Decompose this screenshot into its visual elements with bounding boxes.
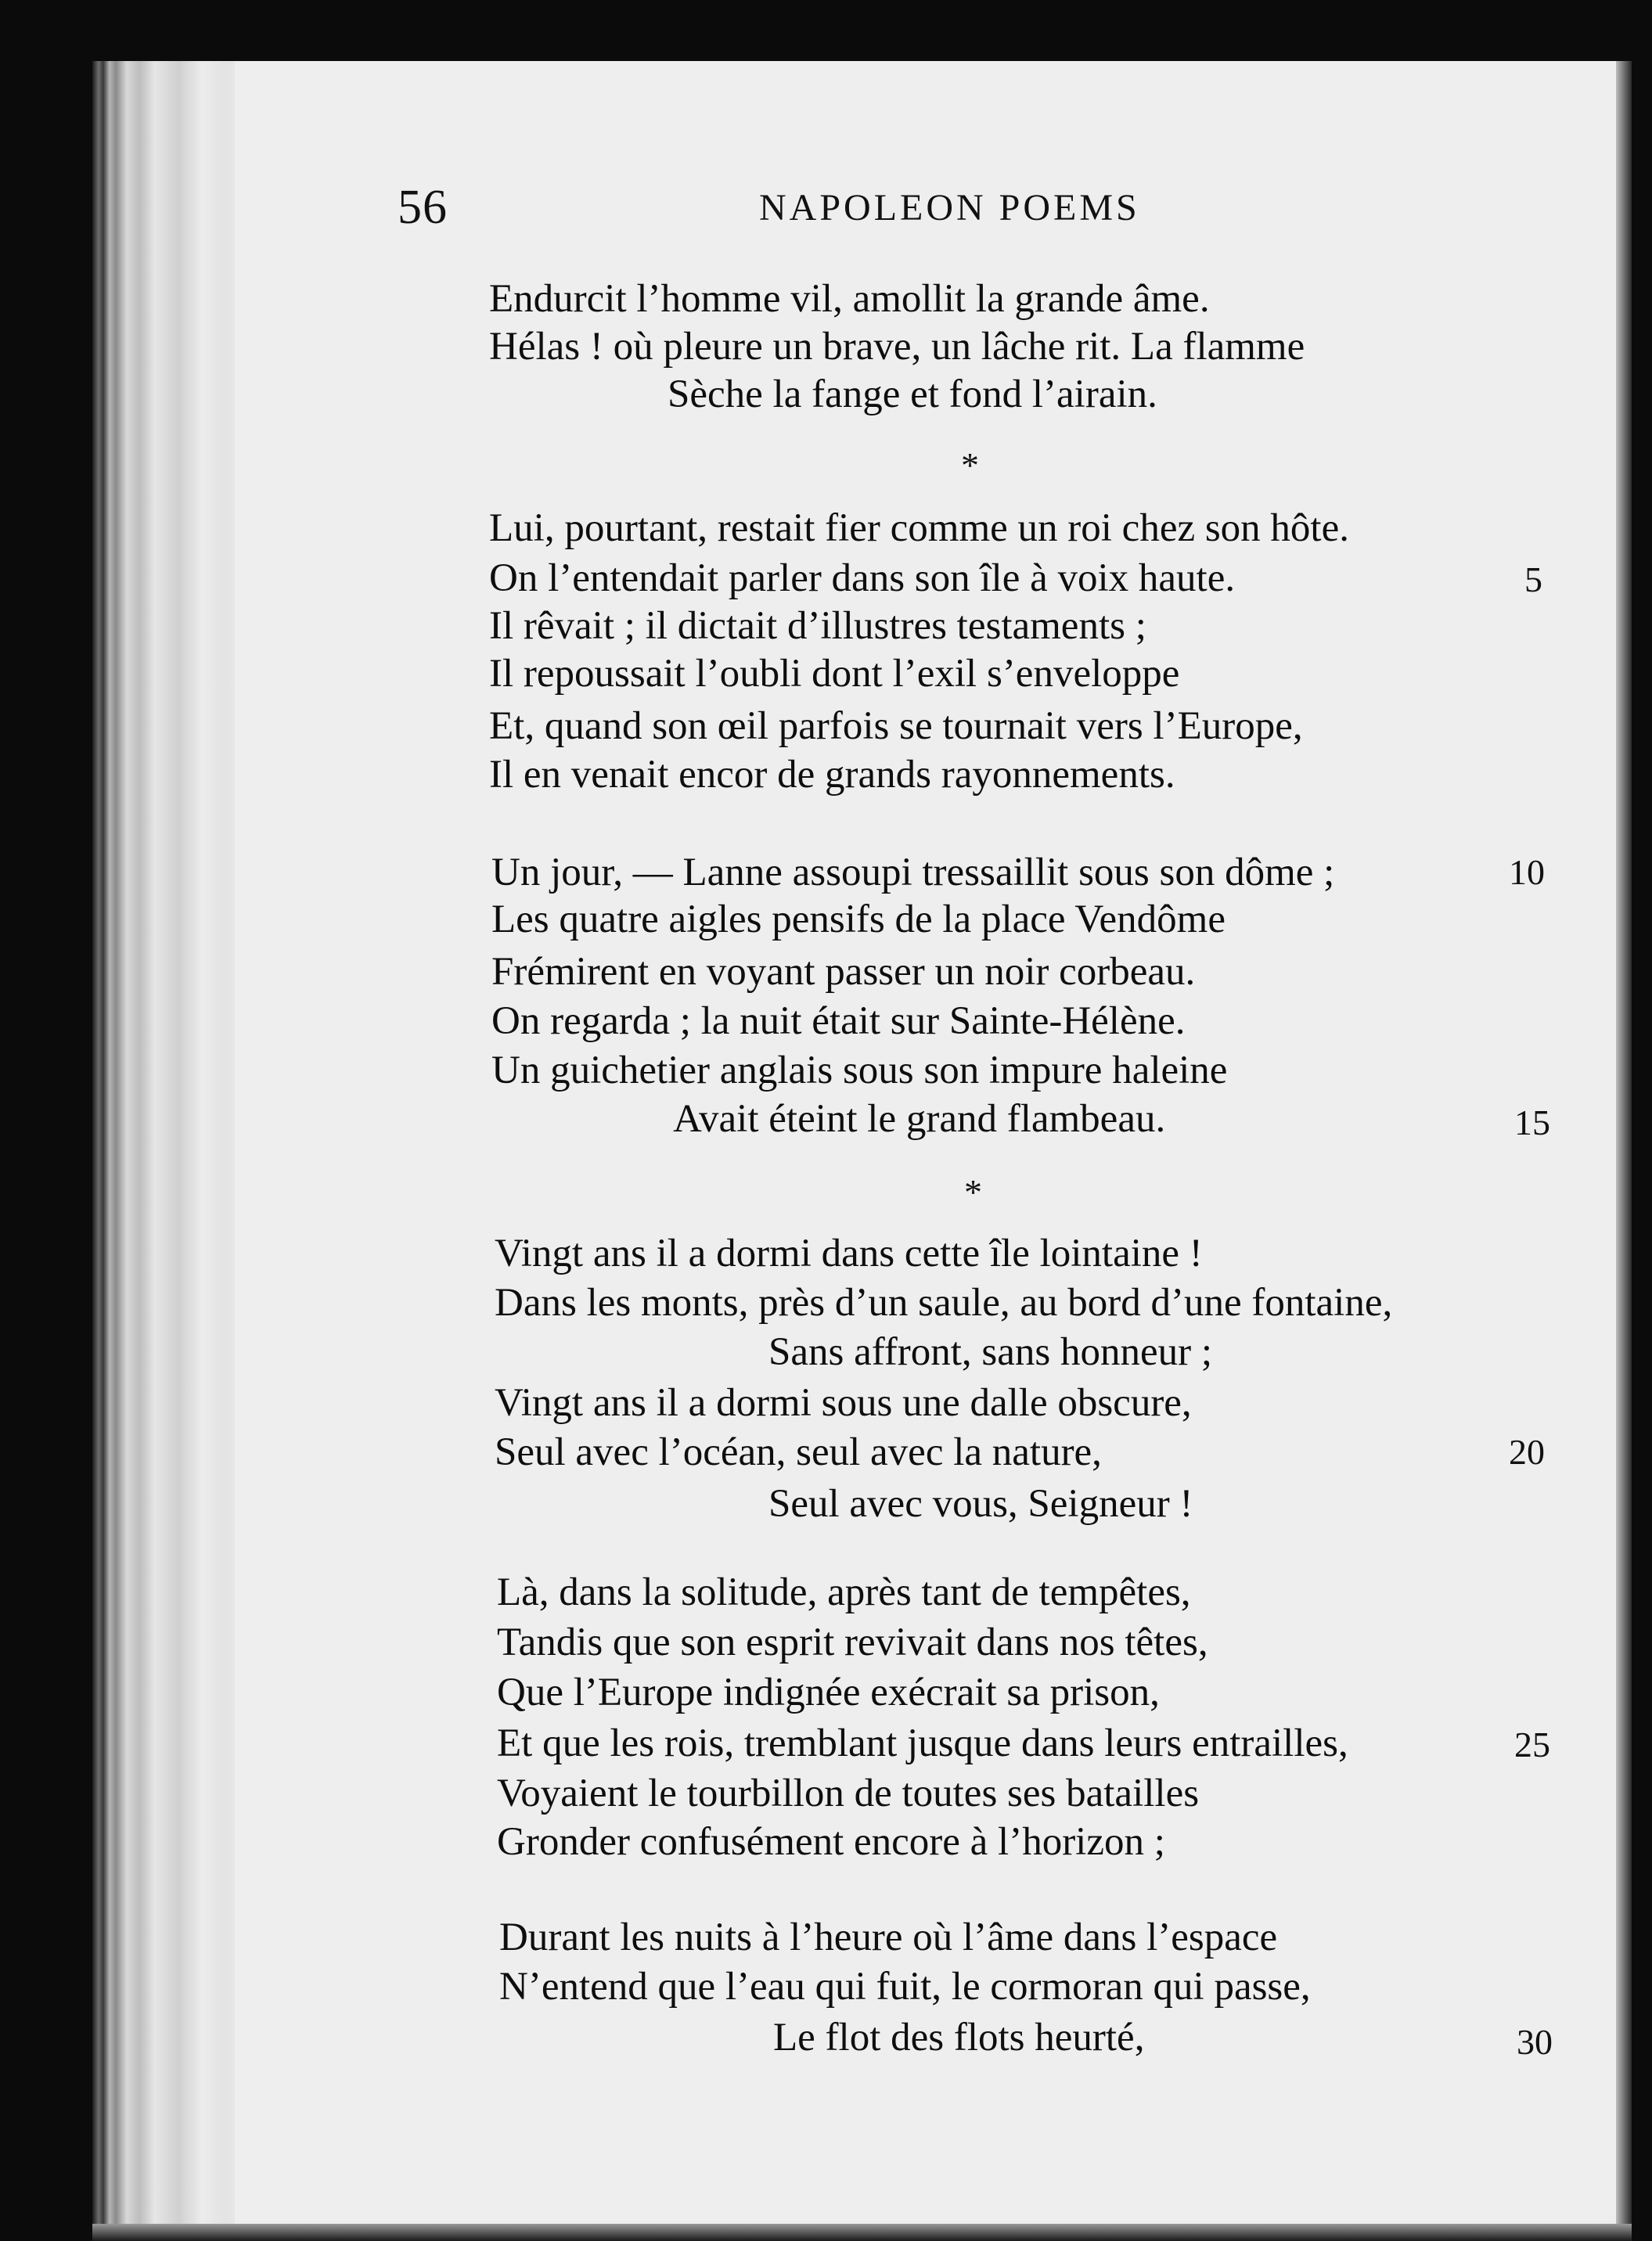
verse-line: Les quatre aigles pensifs de la place Vendôme — [491, 897, 1226, 941]
verse-line: Et que les rois, tremblant jusque dans leurs entrailles, — [497, 1721, 1348, 1765]
verse-line: Un guichetier anglais sous son impure haleine — [491, 1049, 1228, 1092]
line-number: 15 — [1514, 1103, 1550, 1142]
verse-line: Seul avec l’océan, seul avec la nature, — [495, 1430, 1102, 1474]
verse-line: Et, quand son œil parfois se tournait vers l’Europe, — [489, 704, 1303, 748]
line-number: 10 — [1509, 852, 1545, 892]
verse-line: Vingt ans il a dormi sous une dalle obscure, — [495, 1381, 1192, 1425]
verse-line: Là, dans la solitude, après tant de tempêtes, — [497, 1570, 1191, 1614]
verse-line: Avait éteint le grand flambeau. — [673, 1097, 1166, 1141]
section-separator: * — [961, 445, 979, 485]
verse-line: Sèche la fange et fond l’airain. — [668, 372, 1157, 416]
line-number: 30 — [1517, 2022, 1553, 2062]
verse-line: Durant les nuits à l’heure où l’âme dans l’espace — [499, 1915, 1278, 1959]
running-title: NAPOLEON POEMS — [759, 187, 1140, 228]
section-separator: * — [964, 1172, 982, 1212]
page-number: 56 — [398, 181, 448, 234]
line-number: 25 — [1514, 1725, 1550, 1764]
verse-line: Il repoussait l’oubli dont l’exil s’enveloppe — [489, 652, 1180, 696]
verse-line: Hélas ! où pleure un brave, un lâche rit. La flamme — [489, 325, 1305, 369]
line-number: 5 — [1524, 559, 1542, 599]
verse-line: Un jour, — Lanne assoupi tressaillit sous son dôme ; — [491, 851, 1335, 894]
verse-line: Voyaient le tourbillon de toutes ses batailles — [497, 1772, 1200, 1815]
verse-line: Il en venait encor de grands rayonnements. — [489, 753, 1175, 797]
verse-line: Seul avec vous, Seigneur ! — [768, 1482, 1193, 1526]
verse-line: Que l’Europe indignée exécrait sa prison, — [497, 1671, 1160, 1714]
verse-line: Le flot des flots heurté, — [773, 2016, 1145, 2059]
verse-line: Lui, pourtant, restait fier comme un roi chez son hôte. — [489, 506, 1349, 550]
verse-line: Gronder confusément encore à l’horizon ; — [497, 1820, 1165, 1864]
verse-line: Vingt ans il a dormi dans cette île lointaine ! — [495, 1232, 1203, 1275]
verse-line: Endurcit l’homme vil, amollit la grande âme. — [489, 277, 1210, 321]
verse-line: Sans affront, sans honneur ; — [768, 1330, 1213, 1374]
verse-line: Frémirent en voyant passer un noir corbeau. — [491, 950, 1196, 994]
verse-line: Il rêvait ; il dictait d’illustres testaments ; — [489, 604, 1146, 648]
verse-line: N’entend que l’eau qui fuit, le cormoran qui passe, — [499, 1965, 1311, 2009]
verse-line: On regarda ; la nuit était sur Sainte-Hélène. — [491, 999, 1186, 1043]
line-number: 20 — [1509, 1432, 1545, 1472]
verse-line: Dans les monts, près d’un saule, au bord d’une fontaine, — [495, 1281, 1393, 1325]
verse-line: On l’entendait parler dans son île à voix haute. — [489, 556, 1236, 600]
verse-line: Tandis que son esprit revivait dans nos têtes, — [497, 1620, 1208, 1664]
